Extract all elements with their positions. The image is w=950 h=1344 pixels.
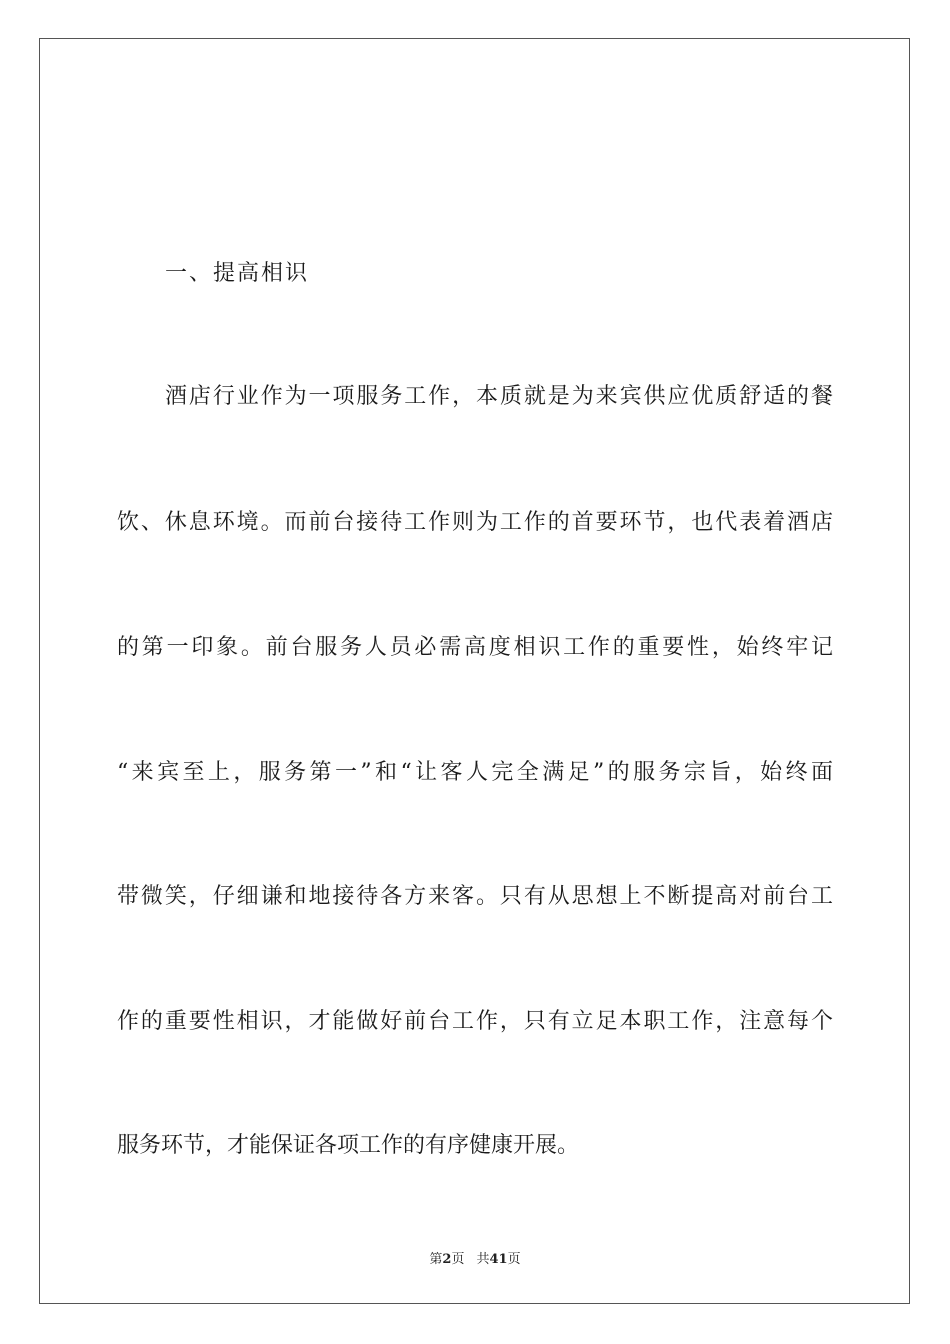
paragraph-line: 带微笑，仔细谦和地接待各方来客。只有从思想上不断提高对前台工 [117, 884, 833, 909]
paragraph-line: 酒店行业作为一项服务工作，本质就是为来宾供应优质舒适的餐 [165, 384, 833, 409]
page-border [39, 38, 910, 1304]
paragraph-line: 的第一印象。前台服务人员必需高度相识工作的重要性，始终牢记 [117, 635, 833, 660]
total-suffix: 页 [507, 1252, 521, 1267]
page-prefix: 第 [429, 1252, 443, 1267]
paragraph-line: 作的重要性相识，才能做好前台工作，只有立足本职工作，注意每个 [117, 1009, 833, 1034]
paragraph-line: “来宾至上，服务第一”和“让客人完全满足”的服务宗旨，始终面 [117, 760, 833, 785]
paragraph-line: 饮、休息环境。而前台接待工作则为工作的首要环节，也代表着酒店 [117, 510, 833, 535]
page-number: 2 [442, 1252, 452, 1267]
total-pages: 41 [489, 1252, 508, 1267]
page-footer [0, 1248, 950, 1267]
paragraph-line: 服务环节，才能保证各项工作的有序健康开展。 [117, 1133, 580, 1158]
section-heading: 一、提高相识 [165, 261, 310, 286]
total-prefix: 共 [476, 1252, 490, 1267]
page-suffix: 页 [451, 1252, 465, 1267]
